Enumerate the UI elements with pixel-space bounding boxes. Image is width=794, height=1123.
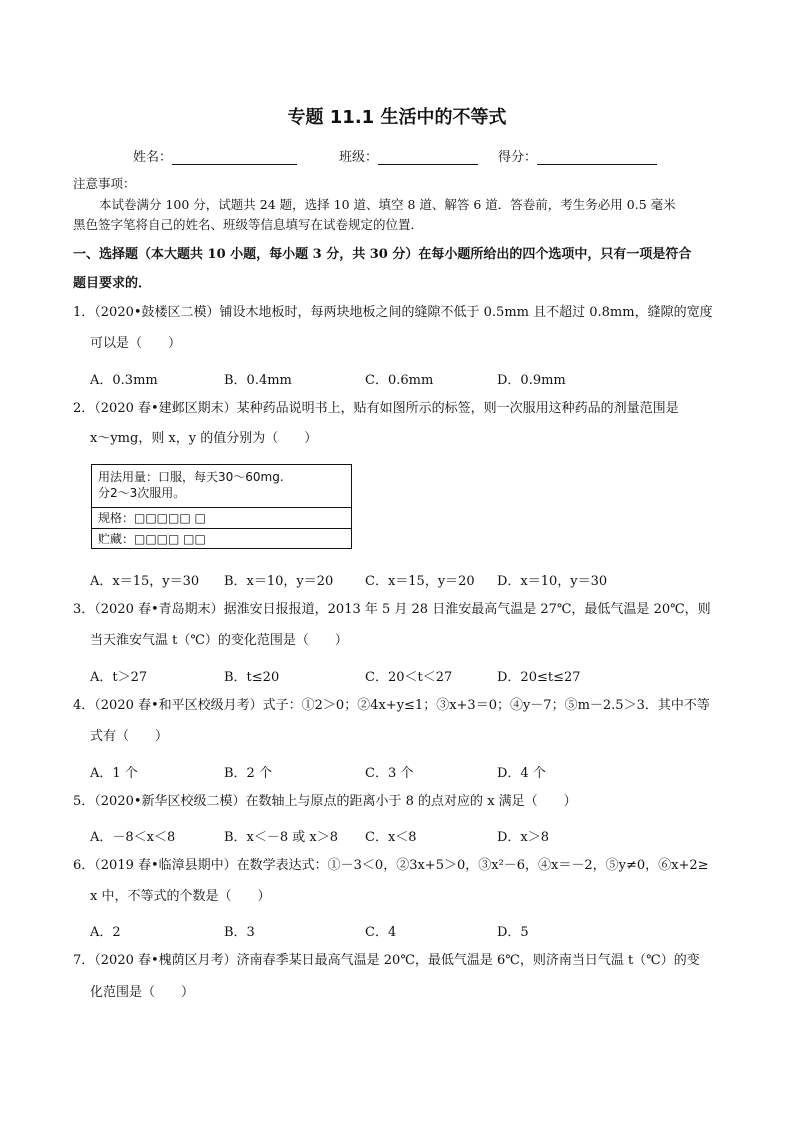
question-3-stem: 3．（2020 春•青岛期末）据淮安日报报道，2013 年 5 月 28 日淮安最高气温是 27℃，最低气温是 20℃，则 <box>73 602 711 617</box>
medicine-label <box>91 464 352 549</box>
question-3-option-d[interactable]: D．20≤t≤27 <box>497 670 581 685</box>
question-2-option-c[interactable]: C．x＝15，y＝20 <box>365 574 475 589</box>
label-usage <box>92 465 351 507</box>
question-2-option-d[interactable]: D．x＝10，y＝30 <box>497 574 608 589</box>
label-usage-line-2: 分2～3次服用。 <box>98 486 186 500</box>
question-5-option-a[interactable]: A．－8＜x＜8 <box>90 830 176 845</box>
question-5-option-b[interactable]: B．x＜－8 或 x＞8 <box>224 830 339 845</box>
question-6-option-a[interactable]: A．2 <box>90 925 121 940</box>
question-4-stem-cont: 式有（ ） <box>90 729 169 744</box>
question-6-stem: 6．（2019 春•临漳县期中）在数学表达式：①－3＜0，②3x+5＞0，③x²－6，④x＝－2，⑤y≠0，⑥x+2≥ <box>73 858 709 873</box>
notice-heading: 注意事项： <box>73 176 136 191</box>
question-6-option-b[interactable]: B．3 <box>224 925 255 940</box>
score-field <box>498 146 657 165</box>
question-6-stem-cont: x 中，不等式的个数是（ ） <box>90 889 271 904</box>
notice-line-1: 本试卷满分 100 分，试题共 24 题，选择 10 道、填空 8 道、解答 6 道．答卷前，考生务必用 0.5 毫米 <box>99 197 676 212</box>
question-2-option-b[interactable]: B．x＝10，y＝20 <box>224 574 334 589</box>
class-label: 班级： <box>339 150 379 165</box>
question-3-option-a[interactable]: A．t＞27 <box>90 670 148 685</box>
question-1-option-a[interactable]: A．0.3mm <box>90 373 158 388</box>
question-6-option-c[interactable]: C．4 <box>365 925 397 940</box>
question-4-stem: 4．（2020 春•和平区校级月考）式子：①2＞0；②4x+y≤1；③x+3＝0；④y－7；⑤m－2.5＞3．其中不等 <box>73 698 710 713</box>
question-5-option-c[interactable]: C．x＜8 <box>365 830 417 845</box>
question-1-stem: 1．（2020•鼓楼区二模）铺设木地板时，每两块地板之间的缝隙不低于 0.5mm 且不超过 0.8mm，缝隙的宽度 <box>73 305 713 320</box>
section-heading: 一、选择题（本大题共 10 小题，每小题 3 分，共 30 分）在每小题所给出的四个选项中，只有一项是符合 <box>73 247 692 262</box>
question-4-option-a[interactable]: A．1 个 <box>90 766 138 781</box>
name-blank[interactable] <box>172 151 297 165</box>
class-blank[interactable] <box>378 151 478 165</box>
label-spec: 规格：□□□□□ □ <box>92 507 351 528</box>
question-1-option-b[interactable]: B．0.4mm <box>224 373 292 388</box>
score-blank[interactable] <box>537 151 657 165</box>
question-2-stem-cont: x～ymg，则 x，y 的值分别为（ ） <box>90 431 318 446</box>
page-title: 专题 11.1 生活中的不等式 <box>287 107 507 128</box>
class-field <box>339 146 478 165</box>
name-field <box>133 146 297 165</box>
section-heading-cont: 题目要求的． <box>73 276 152 291</box>
label-usage-line-1: 用法用量：口服，每天30～60mg. <box>98 470 284 484</box>
question-3-option-b[interactable]: B．t≤20 <box>224 670 280 685</box>
question-5-stem: 5．（2020•新华区校级二模）在数轴上与原点的距离小于 8 的点对应的 x 满足（ ） <box>73 794 577 809</box>
label-storage: 贮藏：□□□□ □□ <box>92 528 351 549</box>
question-2-option-a[interactable]: A．x＝15，y＝30 <box>90 574 200 589</box>
question-3-option-c[interactable]: C．20＜t＜27 <box>365 670 453 685</box>
question-4-option-c[interactable]: C．3 个 <box>365 766 414 781</box>
name-label: 姓名： <box>133 150 173 165</box>
question-7-stem: 7．（2020 春•槐荫区月考）济南春季某日最高气温是 20℃，最低气温是 6℃，则济南当日气温 t（℃）的变 <box>73 953 700 968</box>
question-4-option-d[interactable]: D．4 个 <box>497 766 546 781</box>
question-2-stem: 2．（2020 春•建邺区期末）某种药品说明书上，贴有如图所示的标签，则一次服用这种药品的剂量范围是 <box>73 401 679 416</box>
question-1-stem-cont: 可以是（ ） <box>90 336 182 351</box>
question-3-stem-cont: 当天淮安气温 t（℃）的变化范围是（ ） <box>90 633 348 648</box>
score-label: 得分： <box>498 150 538 165</box>
question-6-option-d[interactable]: D．5 <box>497 925 529 940</box>
question-4-option-b[interactable]: B．2 个 <box>224 766 272 781</box>
question-1-option-c[interactable]: C．0.6mm <box>365 373 434 388</box>
question-5-option-d[interactable]: D．x＞8 <box>497 830 550 845</box>
notice-line-2: 黑色签字笔将自己的姓名、班级等信息填写在试卷规定的位置． <box>73 217 424 232</box>
question-7-stem-cont: 化范围是（ ） <box>90 985 195 1000</box>
question-1-option-d[interactable]: D．0.9mm <box>497 373 566 388</box>
